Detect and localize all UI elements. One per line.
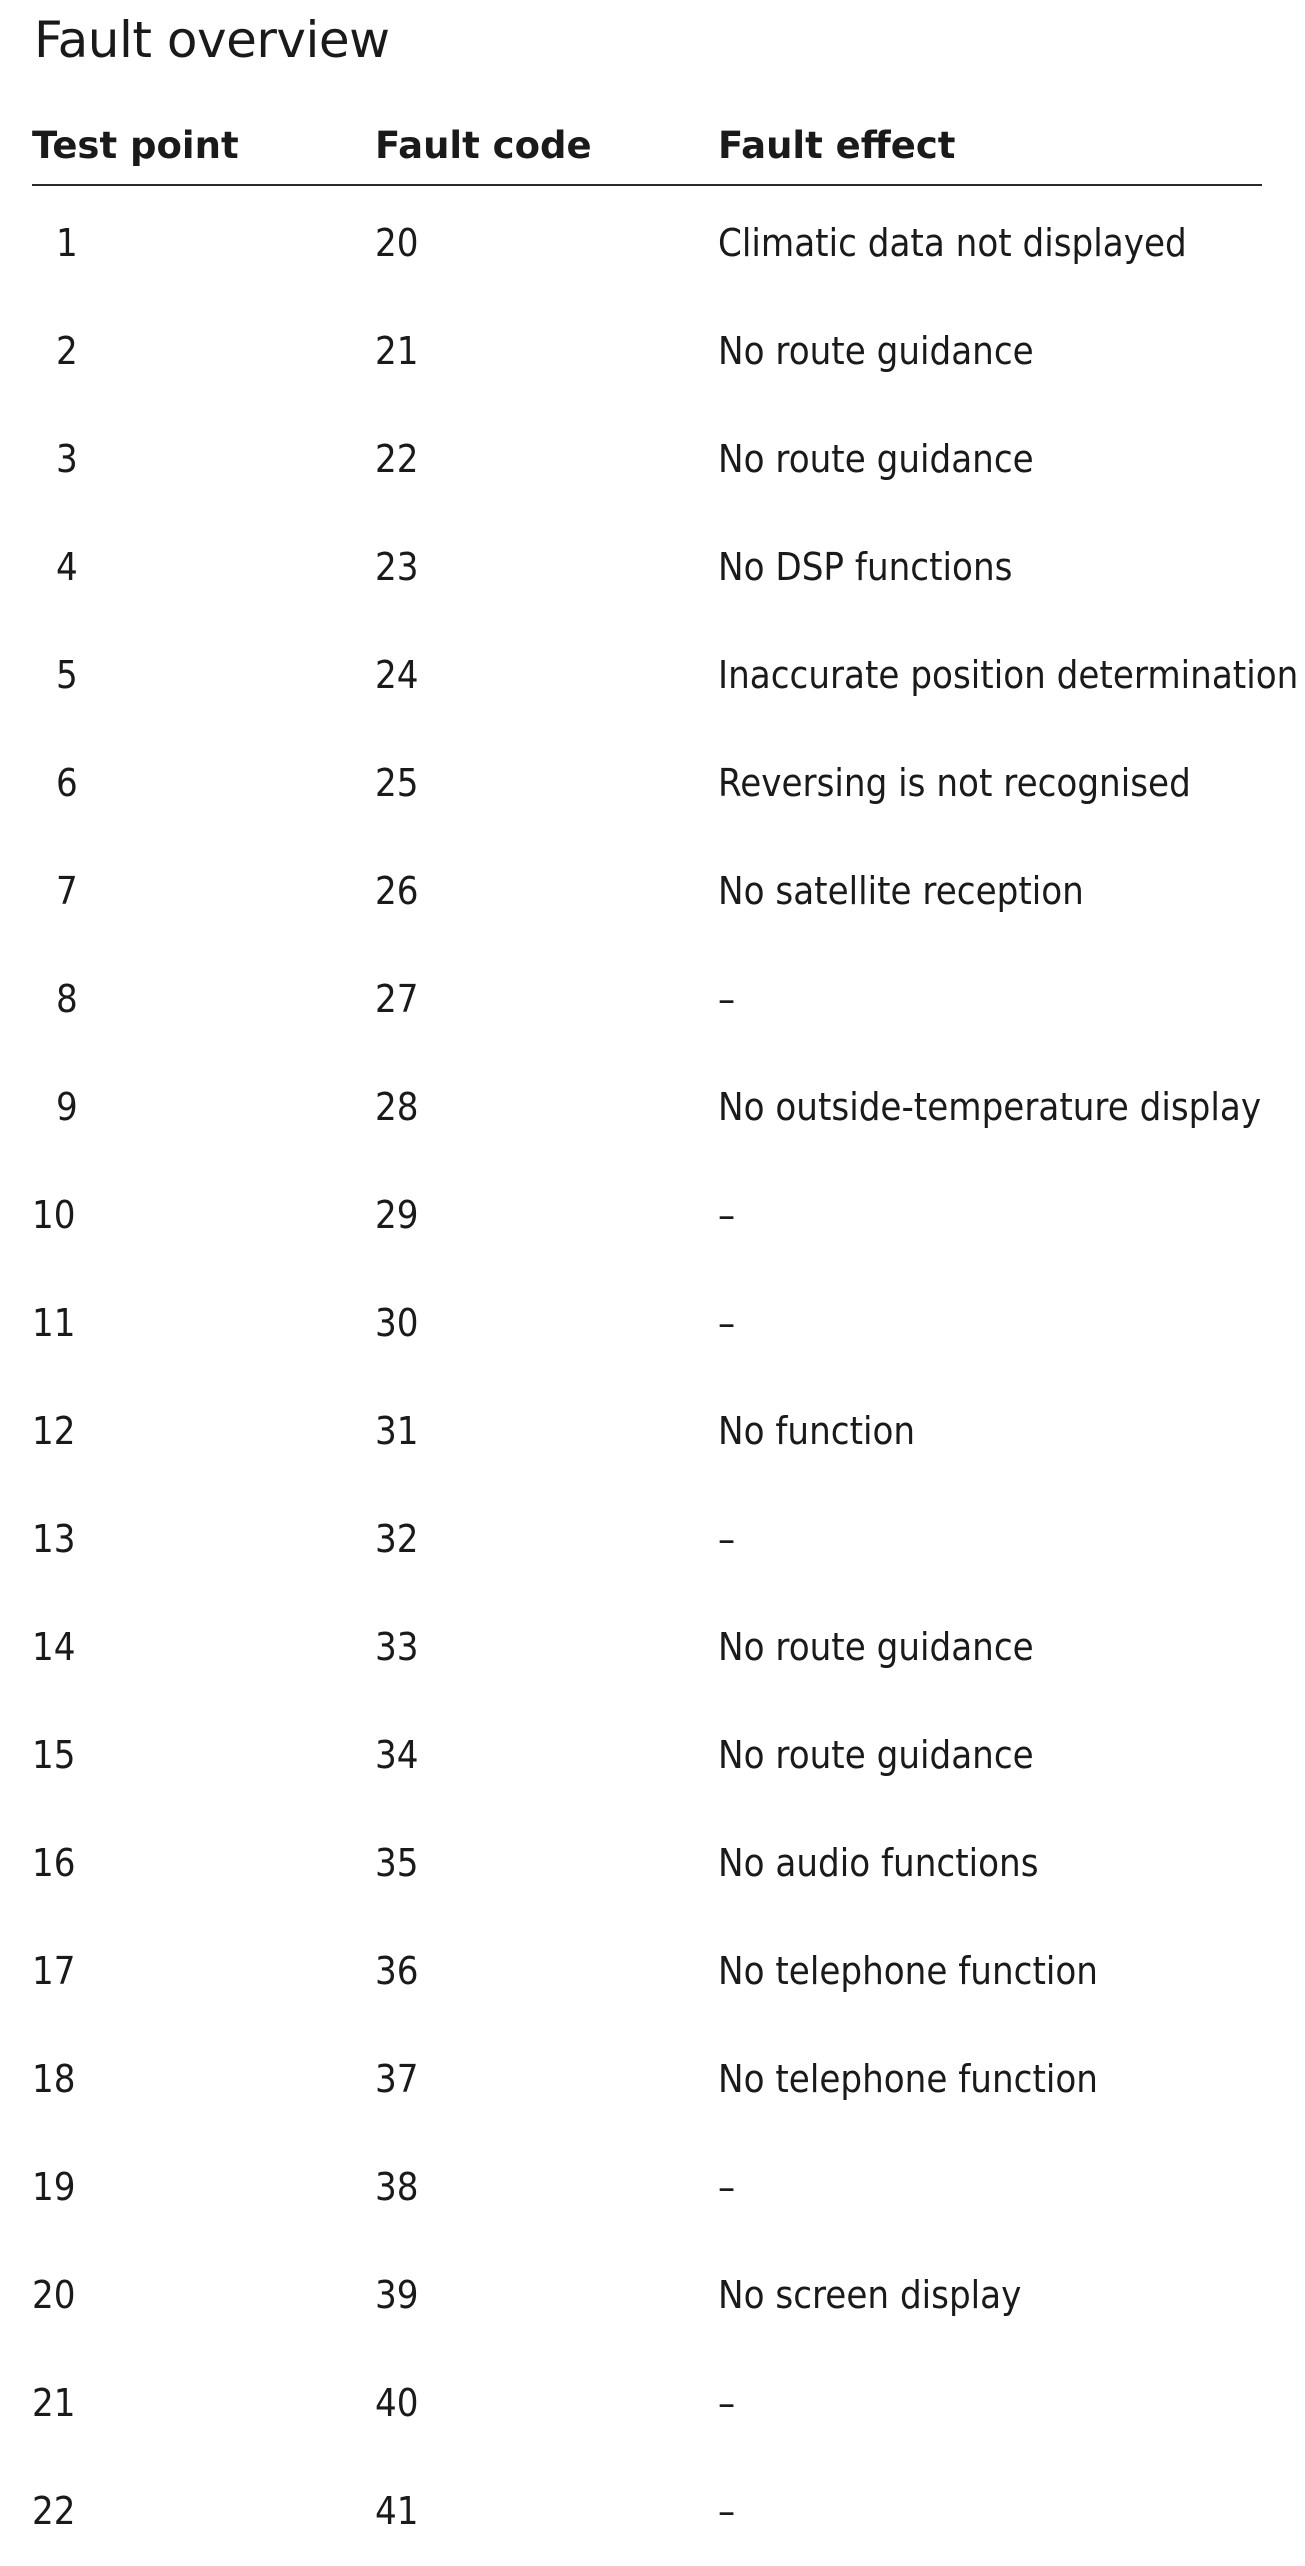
cell-test-point: 4 bbox=[56, 545, 78, 589]
cell-fault-effect: No audio functions bbox=[718, 1841, 1039, 1885]
cell-test-point: 18 bbox=[32, 2057, 76, 2101]
cell-fault-effect: No outside-temperature display bbox=[718, 1085, 1262, 1129]
cell-fault-effect: Climatic data not displayed bbox=[718, 221, 1187, 265]
cell-fault-effect: – bbox=[718, 1193, 736, 1237]
table-row bbox=[32, 2350, 1262, 2458]
table-row bbox=[32, 406, 1262, 514]
cell-fault-code: 39 bbox=[375, 2273, 419, 2317]
table-row bbox=[32, 1810, 1262, 1918]
cell-test-point: 13 bbox=[32, 1517, 76, 1561]
cell-fault-effect: No telephone function bbox=[718, 2057, 1098, 2101]
cell-fault-effect: Reversing is not recognised bbox=[718, 761, 1191, 805]
column-header-fault-code: Fault code bbox=[375, 124, 592, 167]
table-row bbox=[32, 1594, 1262, 1702]
cell-fault-code: 21 bbox=[375, 329, 419, 373]
table-row bbox=[32, 1702, 1262, 1810]
cell-fault-code: 31 bbox=[375, 1409, 419, 1453]
table-row bbox=[32, 730, 1262, 838]
cell-fault-code: 27 bbox=[375, 977, 419, 1021]
cell-test-point: 17 bbox=[32, 1949, 76, 1993]
column-header-test-point: Test point bbox=[32, 124, 239, 167]
cell-fault-effect: Inaccurate position determination bbox=[718, 653, 1299, 697]
cell-test-point: 15 bbox=[32, 1733, 76, 1777]
cell-test-point: 12 bbox=[32, 1409, 76, 1453]
column-header-fault-effect: Fault effect bbox=[718, 124, 956, 167]
cell-test-point: 2 bbox=[56, 329, 78, 373]
cell-test-point: 16 bbox=[32, 1841, 76, 1885]
table-row bbox=[32, 2026, 1262, 2134]
table-row bbox=[32, 1162, 1262, 1270]
cell-fault-effect: No function bbox=[718, 1409, 916, 1453]
cell-test-point: 14 bbox=[32, 1625, 76, 1669]
table-row bbox=[32, 1918, 1262, 2026]
cell-fault-effect: No route guidance bbox=[718, 437, 1034, 481]
cell-test-point: 9 bbox=[56, 1085, 78, 1129]
table-row bbox=[32, 946, 1262, 1054]
cell-fault-effect: No satellite reception bbox=[718, 869, 1084, 913]
cell-fault-code: 40 bbox=[375, 2381, 419, 2425]
cell-fault-code: 30 bbox=[375, 1301, 419, 1345]
table-header bbox=[32, 118, 1262, 186]
cell-test-point: 8 bbox=[56, 977, 78, 1021]
cell-fault-code: 33 bbox=[375, 1625, 419, 1669]
cell-fault-effect: – bbox=[718, 1301, 736, 1345]
cell-test-point: 7 bbox=[56, 869, 78, 913]
cell-fault-code: 38 bbox=[375, 2165, 419, 2209]
cell-fault-code: 25 bbox=[375, 761, 419, 805]
table-row bbox=[32, 1054, 1262, 1162]
fault-table bbox=[32, 118, 1299, 2566]
cell-fault-code: 28 bbox=[375, 1085, 419, 1129]
cell-fault-effect: No route guidance bbox=[718, 329, 1034, 373]
cell-test-point: 3 bbox=[56, 437, 78, 481]
table-row bbox=[32, 2242, 1262, 2350]
cell-fault-effect: No DSP functions bbox=[718, 545, 1013, 589]
cell-test-point: 22 bbox=[32, 2489, 76, 2533]
cell-fault-effect: No screen display bbox=[718, 2273, 1022, 2317]
table-row bbox=[32, 1486, 1262, 1594]
cell-fault-code: 41 bbox=[375, 2489, 419, 2533]
cell-fault-effect: No route guidance bbox=[718, 1733, 1034, 1777]
cell-test-point: 1 bbox=[56, 221, 78, 265]
cell-fault-effect: No telephone function bbox=[718, 1949, 1098, 1993]
table-row bbox=[32, 2458, 1262, 2566]
cell-fault-code: 32 bbox=[375, 1517, 419, 1561]
cell-fault-effect: – bbox=[718, 2489, 736, 2533]
table-row bbox=[32, 622, 1299, 730]
cell-fault-effect: – bbox=[718, 977, 736, 1021]
cell-fault-effect: – bbox=[718, 2165, 736, 2209]
cell-fault-code: 35 bbox=[375, 1841, 419, 1885]
cell-test-point: 21 bbox=[32, 2381, 76, 2425]
cell-fault-code: 29 bbox=[375, 1193, 419, 1237]
cell-fault-code: 20 bbox=[375, 221, 419, 265]
cell-fault-code: 23 bbox=[375, 545, 419, 589]
cell-test-point: 10 bbox=[32, 1193, 76, 1237]
cell-test-point: 19 bbox=[32, 2165, 76, 2209]
table-row bbox=[32, 1378, 1262, 1486]
cell-fault-code: 26 bbox=[375, 869, 419, 913]
cell-test-point: 20 bbox=[32, 2273, 76, 2317]
table-row bbox=[32, 1270, 1262, 1378]
table-body bbox=[32, 186, 1299, 2566]
cell-fault-code: 22 bbox=[375, 437, 419, 481]
cell-test-point: 11 bbox=[32, 1301, 76, 1345]
table-row bbox=[32, 190, 1262, 298]
cell-fault-code: 34 bbox=[375, 1733, 419, 1777]
cell-fault-effect: – bbox=[718, 2381, 736, 2425]
table-row bbox=[32, 2134, 1262, 2242]
cell-fault-code: 37 bbox=[375, 2057, 419, 2101]
page-title: Fault overview bbox=[34, 11, 390, 69]
table-row bbox=[32, 838, 1262, 946]
table-row bbox=[32, 514, 1262, 622]
table-row bbox=[32, 298, 1262, 406]
cell-fault-code: 24 bbox=[375, 653, 419, 697]
cell-fault-effect: No route guidance bbox=[718, 1625, 1034, 1669]
cell-fault-code: 36 bbox=[375, 1949, 419, 1993]
cell-test-point: 6 bbox=[56, 761, 78, 805]
cell-fault-effect: – bbox=[718, 1517, 736, 1561]
cell-test-point: 5 bbox=[56, 653, 78, 697]
